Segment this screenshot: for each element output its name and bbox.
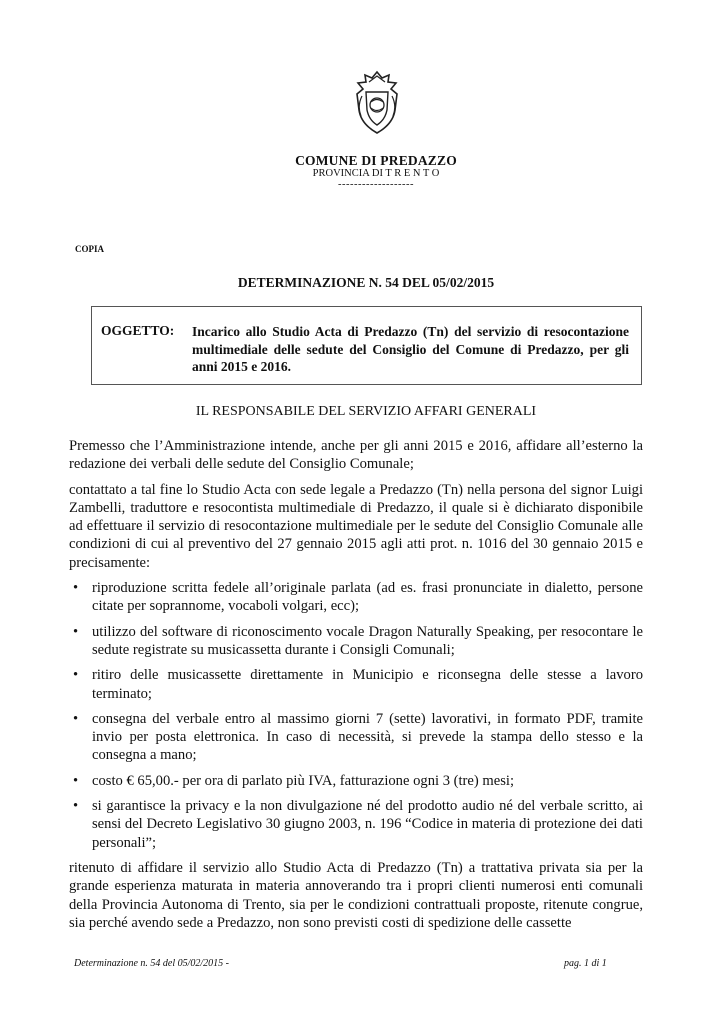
bullet-icon: •: [73, 623, 79, 640]
oggetto-box: [91, 306, 642, 385]
paragraph-ritenuto: ritenuto di affidare il servizio allo Studio Acta di Predazzo (Tn) a trattativa privata sia per la grande esperienza maturata in materia annoverando tra i propri clienti numerosi enti comunali della Provincia Autonoma di Trento, sia per le condizioni contrattuali proposte, ritenute congrue, sia perché avendo sede a Predazzo, non sono previsti costi di spedizione delle cassette: [69, 859, 643, 931]
list-item: [69, 797, 643, 852]
list-item: [69, 666, 643, 703]
list-item-text: si garantisce la privacy e la non divulgazione né del prodotto audio né del verbale scritto, ai sensi del Decreto Legislativo 30 giugno 2003, n. 196 “Codice in materia di protezione dei dati personali”;: [92, 798, 643, 851]
determinazione-title: DETERMINAZIONE N. 54 DEL 05/02/2015: [237, 275, 495, 290]
footer-page-number: pag. 1 di 1: [564, 958, 607, 969]
oggetto-label: OGGETTO:: [101, 323, 175, 338]
document-body: [69, 437, 643, 939]
bullet-icon: •: [73, 772, 79, 789]
municipal-crest-icon: [351, 70, 403, 136]
conditions-list: [69, 579, 643, 852]
bullet-icon: •: [73, 710, 79, 727]
paragraph-contattato: contattato a tal fine lo Studio Acta con sede legale a Predazzo (Tn) nella persona del signor Luigi Zambelli, traduttore e resocontista multimediale di Predazzo, il quale si è dichiarato disponibile ad effettuare il servizio di resocontazione multimediale per le sedute del Consiglio Comunale alle condizioni di cui al preventivo del 27 gennaio 2015 agli atti prot. n. 1016 del 30 gennaio 2015 e precisamente:: [69, 481, 643, 571]
list-item: [69, 772, 643, 790]
copia-label: COPIA: [75, 244, 104, 254]
list-item-text: utilizzo del software di riconoscimento vocale Dragon Naturally Speaking, per resocontare le sedute registrate su musicassetta durante i Consigli Comunali;: [92, 623, 643, 658]
list-item-text: ritiro delle musicassette direttamente in Municipio e riconsegna delle stesse a lavoro terminato;: [92, 667, 643, 702]
paragraph-premesso: Premesso che l’Amministrazione intende, anche per gli anni 2015 e 2016, affidare all’esterno la redazione dei verbali delle sedute del Consiglio Comunale;: [69, 438, 643, 473]
provincia-subtitle: PROVINCIA DI T R E N T O: [312, 168, 440, 179]
comune-title: COMUNE DI PREDAZZO: [295, 153, 457, 168]
list-item: [69, 623, 643, 660]
oggetto-text: Incarico allo Studio Acta di Predazzo (Tn) del servizio di resocontazione multimediale delle sedute del Consiglio del Comune di Predazzo, per gli anni 2015 e 2016.: [192, 324, 629, 374]
bullet-icon: •: [73, 798, 79, 815]
responsabile-heading: IL RESPONSABILE DEL SERVIZIO AFFARI GENERALI: [195, 404, 537, 419]
header-separator: -------------------: [338, 179, 414, 190]
list-item: [69, 710, 643, 765]
bullet-icon: •: [73, 580, 79, 597]
list-item-text: costo € 65,00.- per ora di parlato più IVA, fatturazione ogni 3 (tre) mesi;: [92, 772, 515, 789]
bullet-icon: •: [73, 667, 79, 684]
list-item: [69, 579, 643, 616]
list-item-text: riproduzione scritta fedele all’originale parlata (ad es. frasi pronunciate in dialetto, persone citate per soprannome, vocaboli volgari, ecc);: [92, 580, 643, 615]
footer-document-ref: Determinazione n. 54 del 05/02/2015 -: [74, 958, 229, 969]
list-item-text: consegna del verbale entro al massimo giorni 7 (sette) lavorativi, in formato PDF, tramite invio per posta elettronica. In caso di necessità, si prevede la stampa dello stesso e la consegna a mano;: [92, 710, 643, 764]
